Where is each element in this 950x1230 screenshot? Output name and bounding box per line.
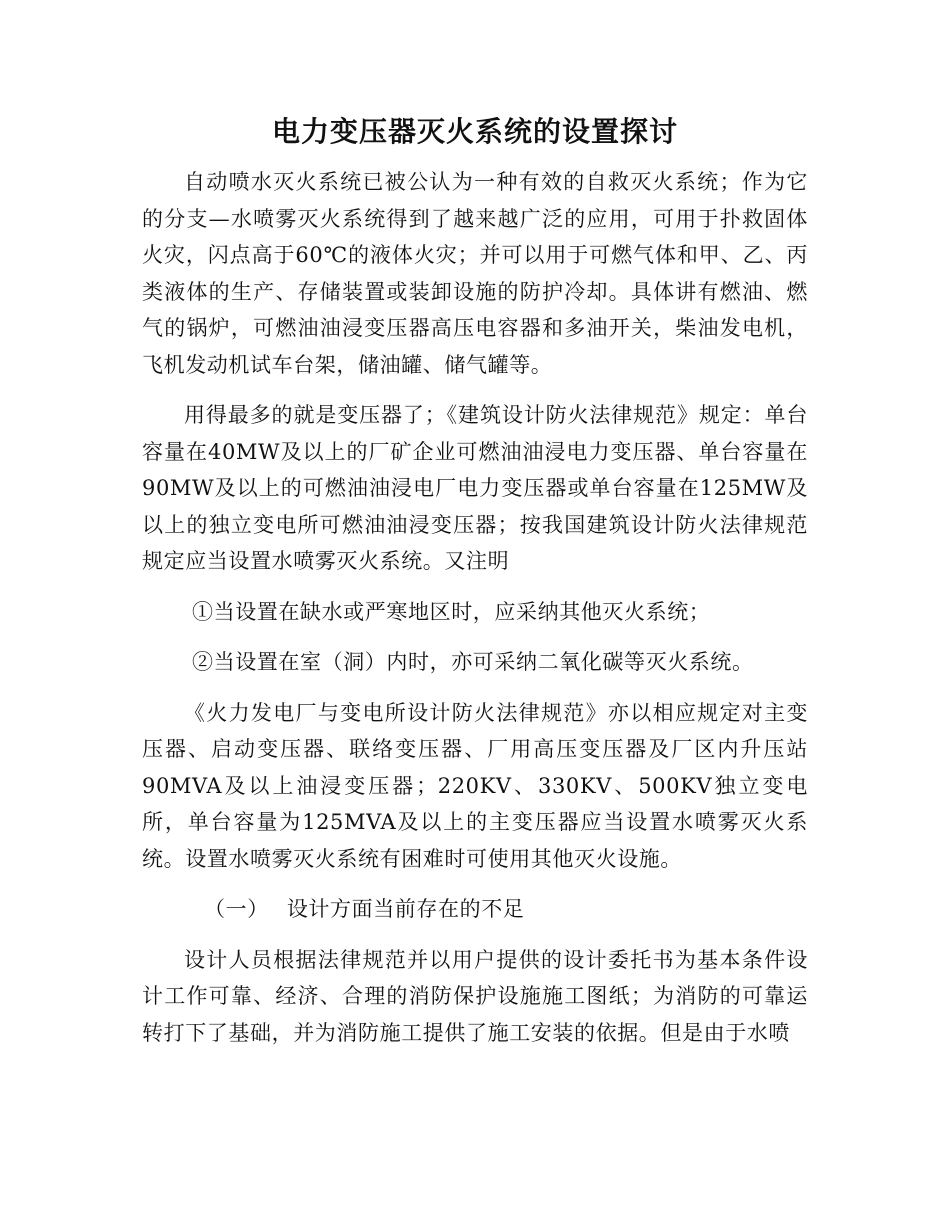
section-number: （一）	[204, 897, 269, 921]
paragraph-power-plant-rules: 《火力发电厂与变电所设计防火法律规范》亦以相应规定对主变压器、启动变压器、联络变压器、厂用高压变压器及厂区内升压站90MVA及以上油浸变压器；220KV、330KV、500KV独立变电所，单台容量为125MVA及以上的主变压器应当设置水喷雾灭火系统。设置水喷雾灭火系统有困难时可使用其他灭火设施。	[142, 700, 808, 871]
document-body	[142, 164, 808, 1051]
list-item: ①当设置在缺水或严寒地区时，应采纳其他灭火系统；	[192, 599, 711, 624]
document-title: 电力变压器灭火系统的设置探讨	[271, 115, 678, 148]
paragraph-design-issues: 设计人员根据法律规范并以用户提供的设计委托书为基本条件设计工作可靠、经济、合理的消防保护设施施工图纸；为消防的可靠运转打下了基础，并为消防施工提供了施工安装的依据。但是由于水喷	[142, 947, 808, 1045]
section-heading	[142, 891, 808, 928]
paragraph-intro: 自动喷水灭火系统已被公认为一种有效的自救灭火系统；作为它的分支—水喷雾灭火系统得到了越来越广泛的应用，可用于扑救固体火灾，闪点高于60℃的液体火灾；并可以用于可燃气体和甲、乙、丙类液体的生产、存储装置或装卸设施的防护冷却。具体讲有燃油、燃气的锅炉，可燃油油浸变压器高压电容器和多油开关，柴油发电机，飞机发动机试车台架，储油罐、储气罐等。	[142, 170, 808, 377]
paragraph-transformer-rules: 用得最多的就是变压器了；《建筑设计防火法律规范》规定：单台容量在40MW及以上的厂矿企业可燃油油浸电力变压器、单台容量在90MW及以上的可燃油油浸电厂电力变压器或单台容量在125MW及以上的独立变电所可燃油油浸变压器；按我国建筑设计防火法律规范规定应当设置水喷雾灭火系统。又注明	[142, 403, 808, 573]
list-item: ②当设置在室（洞）内时，亦可采纳二氧化碳等灭火系统。	[192, 650, 754, 674]
section-heading-text: 设计方面当前存在的不足	[286, 897, 525, 921]
